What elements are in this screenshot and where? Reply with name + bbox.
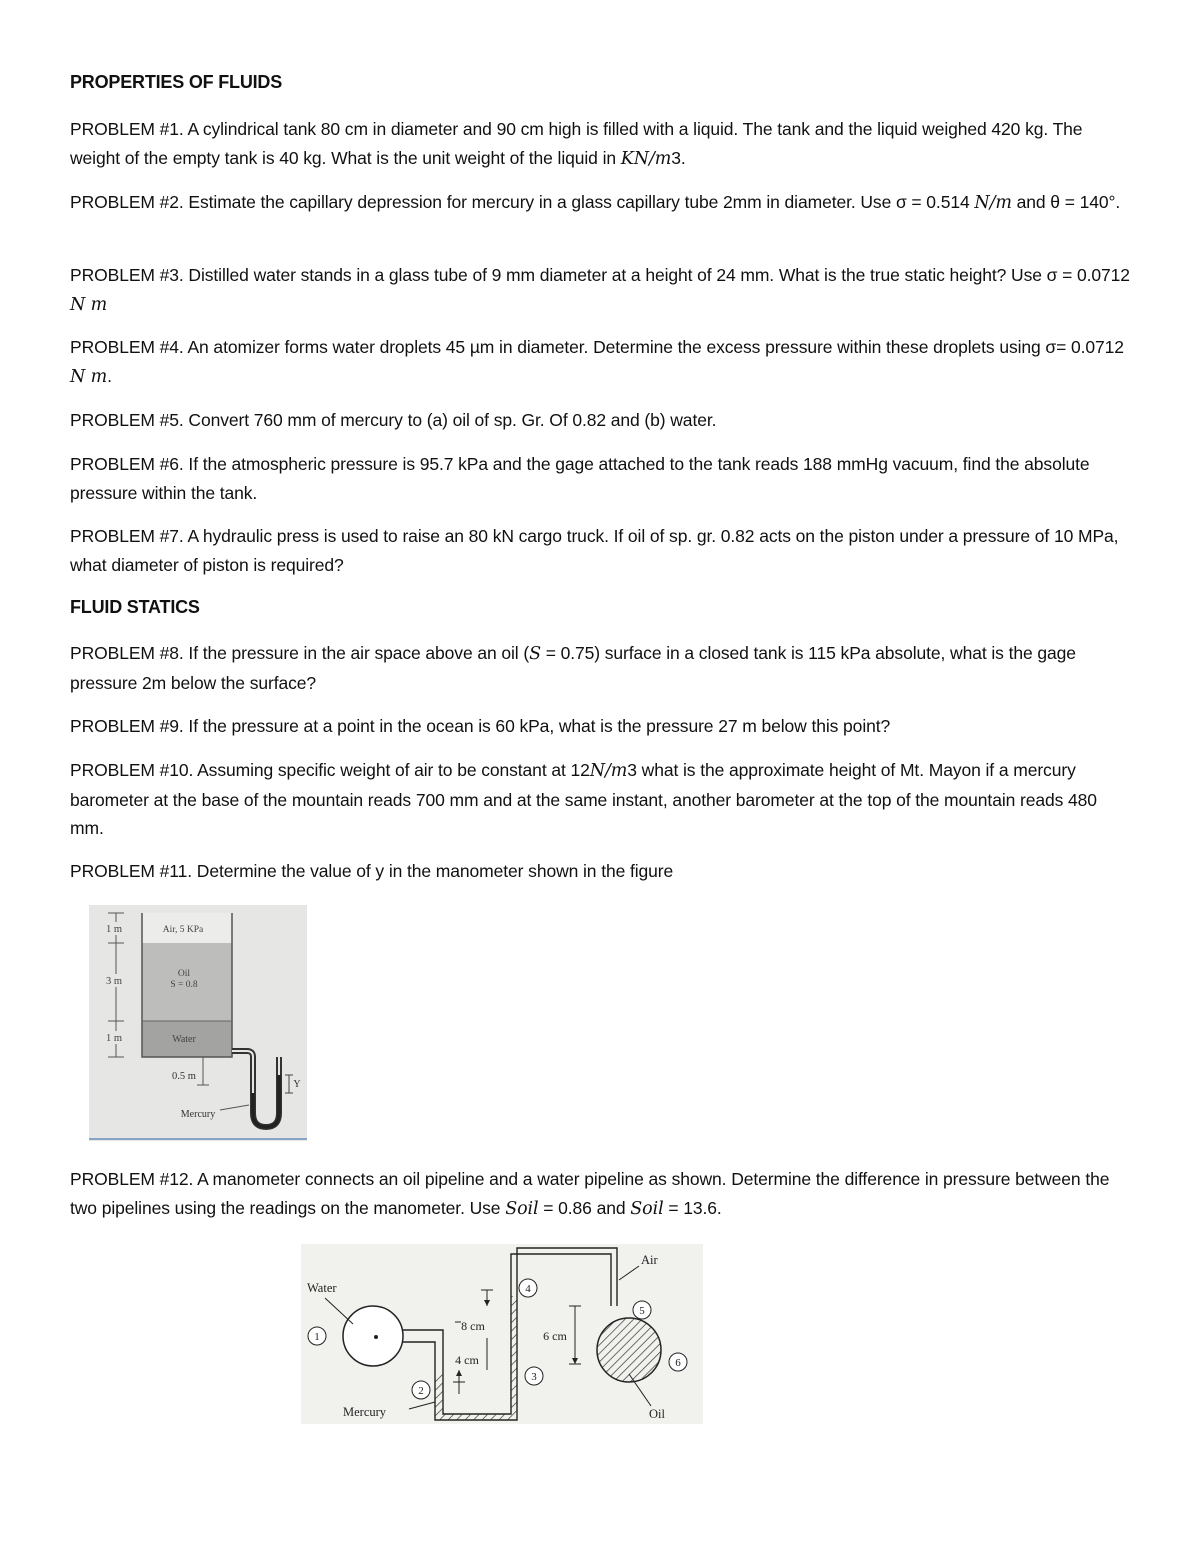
problem-7-label: PROBLEM #7.: [70, 526, 184, 546]
depth-label: 0.5 m: [172, 1071, 196, 1082]
manometer-tank-figure: [89, 905, 307, 1141]
problem-9-label: PROBLEM #9.: [70, 716, 184, 736]
section-title-properties-of-fluids: PROPERTIES OF FLUIDS: [70, 72, 283, 92]
dim-bot-label: 1 m: [105, 1033, 123, 1044]
svg-text:5: 5: [639, 1305, 645, 1317]
point-6-marker: [669, 1353, 687, 1371]
problem-12-tail: = 13.6.: [663, 1197, 722, 1218]
problem-5-text: Convert 760 mm of mercury to (a) oil of sp. Gr. Of 0.82 and (b) water.: [183, 410, 717, 430]
dim-mid-label: 3 m: [105, 976, 123, 987]
oil-s-label: S = 0.8: [170, 980, 198, 990]
dim-top-label: 1 m: [105, 924, 123, 935]
problem-10-unit: N/m: [589, 761, 628, 781]
problem-9-text: If the pressure at a point in the ocean is 60 kPa, what is the pressure 27 m below this point?: [183, 716, 891, 736]
point-4-marker: [519, 1279, 537, 1297]
svg-text:3: 3: [531, 1371, 537, 1383]
problem-4: [70, 333, 1130, 391]
svg-text:4: 4: [525, 1283, 531, 1295]
water-label: Water: [307, 1281, 337, 1295]
problem-6: [70, 450, 1130, 507]
y-label: Y: [293, 1079, 301, 1090]
problem-8: [70, 639, 1130, 697]
problem-8-var: S: [529, 644, 541, 664]
problem-4-unit: N m: [70, 366, 108, 387]
problem-11-text: Determine the value of y in the manometer shown in the figure: [192, 861, 674, 881]
svg-text:1: 1: [314, 1331, 320, 1343]
problem-3-label: PROBLEM #3.: [70, 265, 184, 285]
dim-6cm-label: 6 cm: [543, 1329, 567, 1343]
svg-text:2: 2: [418, 1385, 424, 1397]
section-title-fluid-statics: FLUID STATICS: [70, 597, 200, 617]
problem-12: [70, 1165, 1130, 1223]
problem-6-text: If the atmospheric pressure is 95.7 kPa and the gage attached to the tank reads 188 mmHg vacuum, find the absolute pressure within the tank.: [70, 454, 1090, 503]
problem-7-text: A hydraulic press is used to raise an 80 kN cargo truck. If oil of sp. gr. 0.82 acts on the piston under a pressure of 10 MPa, what diameter of piston is required?: [70, 526, 1119, 575]
problem-6-label: PROBLEM #6.: [70, 454, 184, 474]
problem-2-tail: and θ = 140°.: [1011, 192, 1121, 212]
problem-1-tail: 3.: [671, 147, 686, 168]
problem-2-text: Estimate the capillary depression for mercury in a glass capillary tube 2mm in diameter. Use σ = 0.514: [183, 192, 975, 212]
problem-5-label: PROBLEM #5.: [70, 410, 184, 430]
problem-12-text: A manometer connects an oil pipeline and a water pipeline as shown. Determine the difference in pressure between the two pipelines using the readings on the manometer. Use: [70, 1169, 1110, 1218]
problem-12-mid: = 0.86 and: [538, 1197, 631, 1218]
problem-2: [70, 188, 1130, 218]
pipeline-manometer-figure: [301, 1244, 703, 1424]
problem-4-text: An atomizer forms water droplets 45 µm in diameter. Determine the excess pressure within these droplets using σ= 0.0712: [183, 337, 1124, 357]
problem-3: [70, 261, 1130, 319]
problem-8-tail: = 0.75) surface in a closed tank is 115 kPa absolute, what is the gage pressure 2m below the surface?: [70, 643, 1076, 693]
problem-1-text: A cylindrical tank 80 cm in diameter and 90 cm high is filled with a liquid. The tank and the liquid weighed 420 kg. The weight of the empty tank is 40 kg. What is the unit weight of the liquid in: [70, 119, 1083, 168]
problem-10: [70, 756, 1130, 843]
mercury-label: Mercury: [180, 1109, 216, 1120]
point-1-marker: [308, 1327, 326, 1345]
problem-10-label: PROBLEM #10.: [70, 760, 194, 780]
point-5-marker: [633, 1301, 651, 1319]
water-label: Water: [172, 1034, 196, 1045]
air-label: Air: [641, 1253, 658, 1267]
problem-7: [70, 522, 1130, 579]
oil-label: Oil: [649, 1407, 665, 1421]
problem-12-var1: Soil: [505, 1198, 539, 1219]
problem-11-label: PROBLEM #11.: [70, 861, 193, 881]
problem-8-label: PROBLEM #8.: [70, 643, 184, 663]
problem-12-var2: Soil: [630, 1198, 664, 1219]
problem-1-label: PROBLEM #1.: [70, 119, 184, 139]
water-pipe: [343, 1306, 403, 1366]
point-2-marker: [412, 1381, 430, 1399]
problem-1-unit: KN/m: [620, 148, 672, 169]
problem-5: [70, 406, 1130, 435]
problem-4-tail: .: [107, 365, 112, 386]
svg-text:6: 6: [675, 1357, 681, 1369]
oil-label: Oil: [177, 969, 191, 979]
problem-12-label: PROBLEM #12.: [70, 1169, 194, 1189]
problem-3-text: Distilled water stands in a glass tube of 9 mm diameter at a height of 24 mm. What is the true static height? Use σ = 0.0712: [183, 265, 1130, 285]
problem-3-unit: N m: [70, 294, 108, 315]
air-label: Air, 5 KPa: [162, 925, 204, 935]
problem-2-label: PROBLEM #2.: [70, 192, 184, 212]
problem-9: [70, 712, 1130, 741]
problem-10-text: Assuming specific weight of air to be constant at 12: [193, 760, 590, 780]
oil-pipe: [597, 1318, 661, 1382]
dim-4cm-label: 4 cm: [455, 1353, 479, 1367]
dim-8cm-label: 8 cm: [461, 1319, 485, 1333]
point-3-marker: [525, 1367, 543, 1385]
problem-8-text: If the pressure in the air space above an oil (: [183, 643, 530, 663]
problem-4-label: PROBLEM #4.: [70, 337, 184, 357]
problem-1: [70, 115, 1130, 173]
problem-11: [70, 857, 1130, 886]
mercury-label: Mercury: [343, 1405, 387, 1419]
problem-2-unit: N/m: [974, 193, 1012, 213]
problem-10-tail: 3 what is the approximate height of Mt. Mayon if a mercury barometer at the base of the mountain reads 700 mm and at the same instant, another barometer at the top of the mountain reads 480 mm.: [70, 760, 1097, 838]
